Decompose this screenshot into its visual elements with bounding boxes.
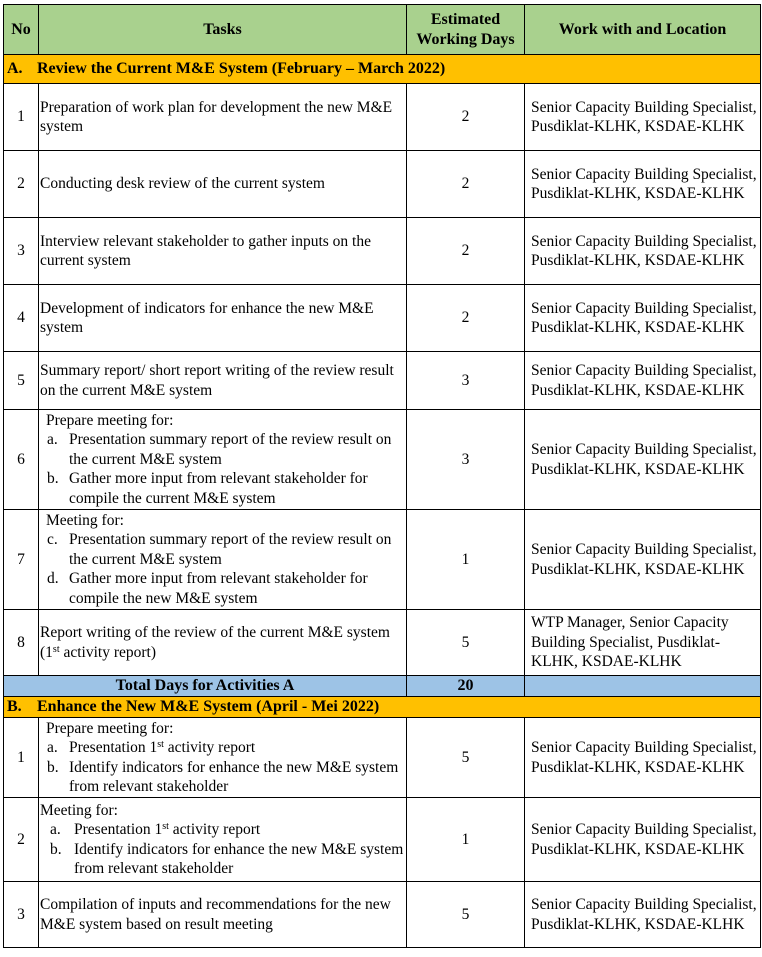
section-a-row (4, 55, 761, 84)
location-cell: Senior Capacity Building Specialist, Pusdiklat-KLHK, KSDAE-KLHK (525, 718, 761, 798)
task-lead: Meeting for: (40, 801, 118, 819)
row-number: 1 (4, 84, 39, 151)
days-cell: 1 (407, 798, 525, 882)
location-cell: Senior Capacity Building Specialist, Pusdiklat-KLHK, KSDAE-KLHK (525, 510, 761, 610)
task-subitem: b. Identify indicators for enhance the new M&E system from relevant stakeholder (47, 758, 399, 795)
location-cell: Senior Capacity Building Specialist, Pusdiklat-KLHK, KSDAE-KLHK (525, 151, 761, 218)
task-subitem: b. Gather more input from relevant stakeholder for compile the current M&E system (47, 470, 368, 507)
row-number: 3 (4, 882, 39, 948)
task-subitem: c. Presentation summary report of the review result on the current M&E system (47, 531, 392, 568)
table-row (4, 718, 761, 798)
location-cell: Senior Capacity Building Specialist, Pusdiklat-KLHK, KSDAE-KLHK (525, 882, 761, 948)
days-cell: 1 (407, 510, 525, 610)
task-subitem: a. Presentation 1st activity report (47, 739, 256, 757)
task-cell (39, 718, 407, 798)
task-lead: Prepare meeting for: (46, 719, 174, 737)
header-row (4, 5, 761, 55)
days-cell: 2 (407, 218, 525, 285)
location-cell: Senior Capacity Building Specialist, Pusdiklat-KLHK, KSDAE-KLHK (525, 285, 761, 352)
location-cell: Senior Capacity Building Specialist, Pusdiklat-KLHK, KSDAE-KLHK (525, 218, 761, 285)
location-cell: Senior Capacity Building Specialist, Pusdiklat-KLHK, KSDAE-KLHK (525, 410, 761, 510)
row-number: 5 (4, 352, 39, 410)
location-cell: Senior Capacity Building Specialist, Pusdiklat-KLHK, KSDAE-KLHK (525, 798, 761, 882)
total-empty (525, 676, 761, 697)
task-subitem: a. Presentation 1st activity report (50, 821, 261, 839)
table-row (4, 882, 761, 948)
task-cell: Compilation of inputs and recommendations for the new M&E system based on result meeting (39, 882, 407, 948)
days-cell: 2 (407, 285, 525, 352)
task-subitem: a. Presentation summary report of the review result on the current M&E system (47, 431, 392, 468)
total-days: 20 (407, 676, 525, 697)
row-number: 4 (4, 285, 39, 352)
task-cell: Development of indicators for enhance the new M&E system (39, 285, 407, 352)
task-cell: Interview relevant stakeholder to gather inputs on the current system (39, 218, 407, 285)
task-subitem: d. Gather more input from relevant stakeholder for compile the new M&E system (47, 570, 368, 607)
row-number: 3 (4, 218, 39, 285)
header-days: Estimated Working Days (407, 5, 525, 55)
table-row (4, 410, 761, 510)
days-cell: 5 (407, 718, 525, 798)
task-cell: Report writing of the review of the current M&E system (1st activity report) (39, 610, 407, 676)
location-cell: Senior Capacity Building Specialist, Pusdiklat-KLHK, KSDAE-KLHK (525, 352, 761, 410)
table-row (4, 218, 761, 285)
task-cell: Preparation of work plan for development the new M&E system (39, 84, 407, 151)
table-row (4, 352, 761, 410)
table-row (4, 285, 761, 352)
task-cell (39, 410, 407, 510)
days-cell: 3 (407, 352, 525, 410)
task-lead: Prepare meeting for: (46, 412, 174, 430)
days-cell: 2 (407, 84, 525, 151)
row-number: 2 (4, 798, 39, 882)
table-row (4, 610, 761, 676)
header-tasks: Tasks (39, 5, 407, 55)
total-label: Total Days for Activities A (4, 676, 407, 697)
row-number: 6 (4, 410, 39, 510)
location-cell: WTP Manager, Senior Capacity Building Specialist, Pusdiklat-KLHK, KSDAE-KLHK (525, 610, 761, 676)
location-cell: Senior Capacity Building Specialist, Pusdiklat-KLHK, KSDAE-KLHK (525, 84, 761, 151)
work-plan-table (3, 4, 761, 948)
days-cell: 3 (407, 410, 525, 510)
table-row (4, 510, 761, 610)
task-cell (39, 510, 407, 610)
task-subitem: b. Identify indicators for enhance the new M&E system from relevant stakeholder (50, 840, 404, 877)
task-cell: Summary report/ short report writing of the review result on the current M&E system (39, 352, 407, 410)
days-cell: 5 (407, 882, 525, 948)
row-number: 7 (4, 510, 39, 610)
table-row (4, 798, 761, 882)
days-cell: 2 (407, 151, 525, 218)
section-b-row (4, 697, 761, 718)
table-row (4, 151, 761, 218)
section-a-title: A. Review the Current M&E System (February – March 2022) (4, 55, 761, 84)
days-cell: 5 (407, 610, 525, 676)
task-lead: Meeting for: (46, 512, 124, 530)
row-number: 8 (4, 610, 39, 676)
header-no: No (4, 5, 39, 55)
header-location: Work with and Location (525, 5, 761, 55)
task-cell (39, 798, 407, 882)
row-number: 1 (4, 718, 39, 798)
row-number: 2 (4, 151, 39, 218)
total-row (4, 676, 761, 697)
table-row (4, 84, 761, 151)
section-b-title: B. Enhance the New M&E System (April - Mei 2022) (4, 697, 761, 718)
task-cell: Conducting desk review of the current system (39, 151, 407, 218)
